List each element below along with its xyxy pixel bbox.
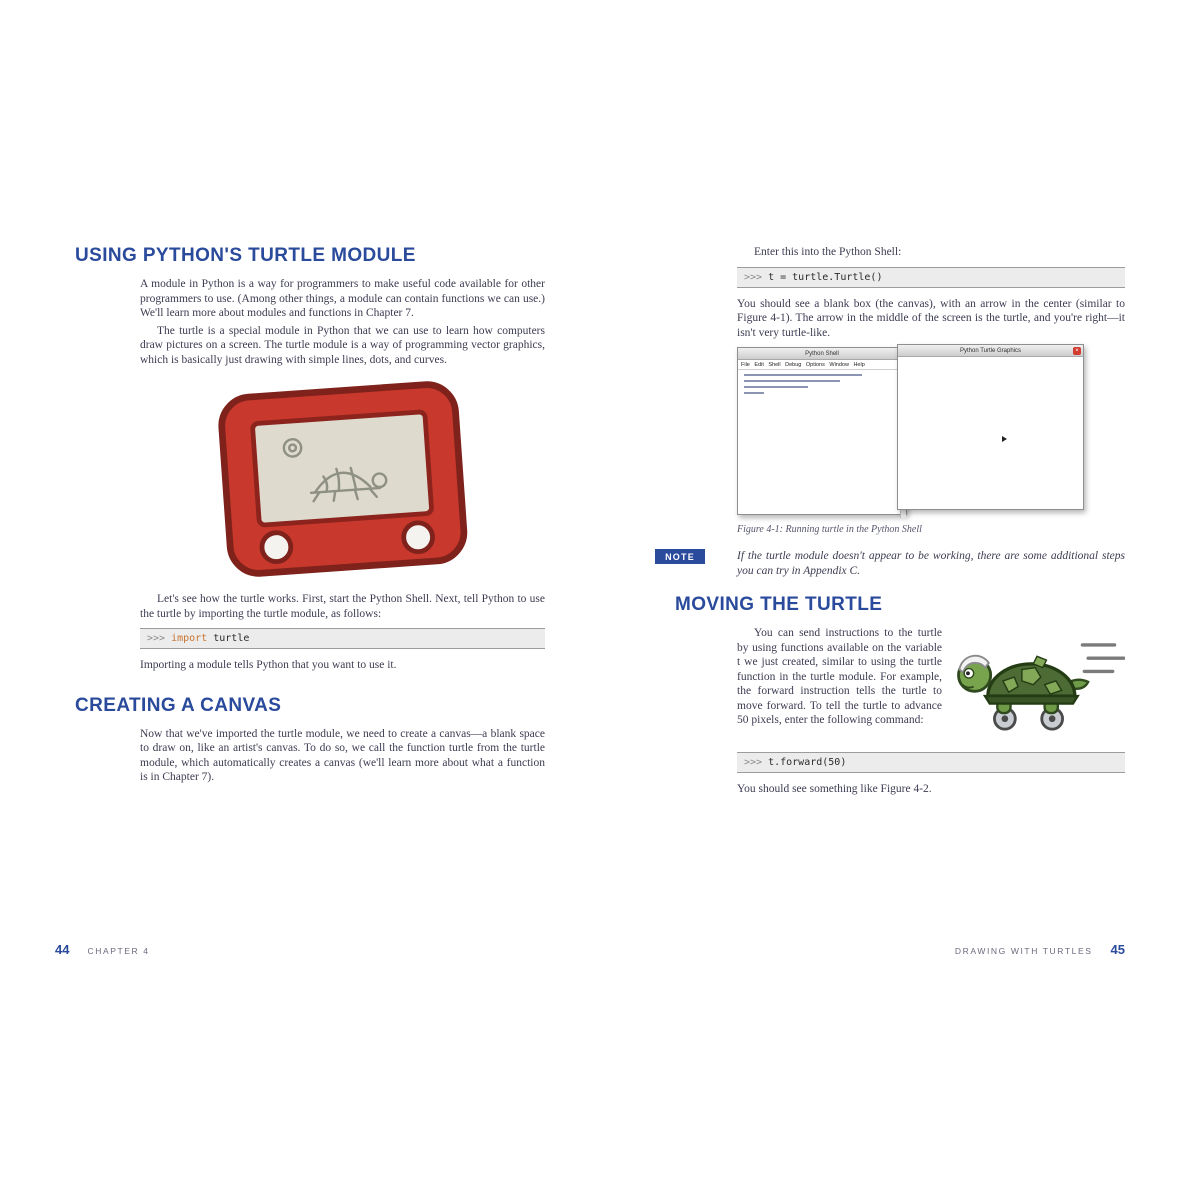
- turtle-cartoon-illustration: [950, 622, 1125, 736]
- left-body-block-1: [140, 277, 545, 673]
- etch-a-sketch-illustration: [211, 375, 474, 589]
- note-badge: NOTE: [655, 549, 705, 564]
- figure-caption: Figure 4-1: Running turtle in the Python Shell: [737, 524, 922, 535]
- chapter-label: DRAWING WITH TURTLES: [954, 946, 1093, 956]
- graphics-window-title: Python Turtle Graphics: [959, 347, 1022, 354]
- code-line-import-turtle: [140, 628, 545, 649]
- paragraph: You should see a blank box (the canvas), with an arrow in the center (similar to Figure 4-1). The arrow in the middle of the screen is the turtle, and you're right—it isn't very turtle-like.: [737, 297, 1125, 339]
- code-line-create-turtle: [737, 267, 1125, 288]
- turtle-canvas: [898, 357, 1083, 509]
- section-heading-creating-canvas: CREATING A CANVAS: [75, 694, 282, 716]
- graphics-titlebar: [898, 345, 1083, 357]
- paragraph: A module in Python is a way for programmers to make useful code available for other programmers to use. (Among other things, a module can contain functions we can use.) We'll learn more about modules and functions in Chapter 7.: [140, 278, 545, 319]
- shell-body: [738, 374, 906, 518]
- paragraph: Importing a module tells Python that you want to use it.: [140, 659, 397, 671]
- paragraph: You should see something like Figure 4-2.: [737, 783, 932, 795]
- paragraph: You can send instructions to the turtle by using functions available on the variable t we just created, similar to using the turtle function in the turtle module. For example, the forward instruction tells the turtle to move forward. To tell the turtle to advance 50 pixels, enter the following command:: [737, 627, 942, 726]
- section-heading-turtle-module: USING PYTHON'S TURTLE MODULE: [75, 245, 416, 266]
- note-text: If the turtle module doesn't appear to be working, there are some additional steps you can try in Appendix C.: [737, 550, 1125, 577]
- shell-text-line: [744, 374, 862, 376]
- left-page-column: [75, 245, 545, 788]
- code-text: t.forward(50): [762, 757, 847, 768]
- shell-window-title: Python Shell: [805, 350, 839, 357]
- right-page-column: [655, 245, 1125, 800]
- turtle-arrow-icon: [1002, 436, 1007, 442]
- code-prompt: >>>: [147, 633, 166, 644]
- page-number: 44: [55, 942, 70, 957]
- turtle-on-wheels-drawing: [950, 622, 1125, 736]
- etch-knob-left: [261, 532, 292, 563]
- code-prompt: >>>: [744, 757, 763, 768]
- code-text: turtle: [207, 633, 250, 644]
- shell-titlebar: [738, 348, 906, 360]
- paragraph: Now that we've imported the turtle module, we need to create a canvas—a blank space to draw on, like an artist's canvas. To do so, we call the function turtle from the turtle module, which automatically creates a canvas (we'll learn more about what a function is in Chapter 7).: [140, 727, 545, 783]
- turtle-graphics-window: [897, 344, 1084, 510]
- note-block: [655, 549, 1125, 578]
- python-shell-window: [737, 347, 907, 515]
- paragraph: Let's see how the turtle works. First, start the Python Shell. Next, tell Python to use the turtle by importing the turtle module, as follows:: [140, 593, 545, 620]
- code-keyword: import: [165, 633, 208, 644]
- shell-text-line: [744, 392, 764, 394]
- speed-lines: [1082, 645, 1124, 671]
- close-icon: ×: [1073, 347, 1081, 355]
- chapter-label: CHAPTER 4: [87, 946, 150, 956]
- paragraph: The turtle is a special module in Python that we can use to learn how computers draw pictures on a screen. The turtle module is a way of programming vector graphics, which is basically just drawing with simple lines, dots, and curves.: [140, 324, 545, 366]
- right-body-block-2: [737, 626, 1125, 797]
- etch-a-sketch-drawing: [211, 375, 474, 584]
- right-body-block-1: [737, 245, 1125, 340]
- left-body-block-2: [140, 727, 545, 785]
- code-line-forward-50: [737, 752, 1125, 773]
- page-footer-right: [955, 942, 1125, 957]
- code-prompt: >>>: [744, 271, 763, 283]
- section-heading-moving-turtle: MOVING THE TURTLE: [675, 594, 883, 615]
- page-footer-left: [55, 942, 150, 957]
- shell-menubar: File Edit Shell Debug Options Window Help: [738, 360, 906, 370]
- code-text: t = turtle.Turtle(): [762, 271, 883, 283]
- shell-text-line: [744, 380, 840, 382]
- page-number: 45: [1110, 942, 1125, 957]
- figure-4-1: [737, 344, 1082, 518]
- etch-knob-right: [402, 522, 433, 553]
- shell-text-line: [744, 386, 808, 388]
- paragraph: Enter this into the Python Shell:: [754, 246, 902, 258]
